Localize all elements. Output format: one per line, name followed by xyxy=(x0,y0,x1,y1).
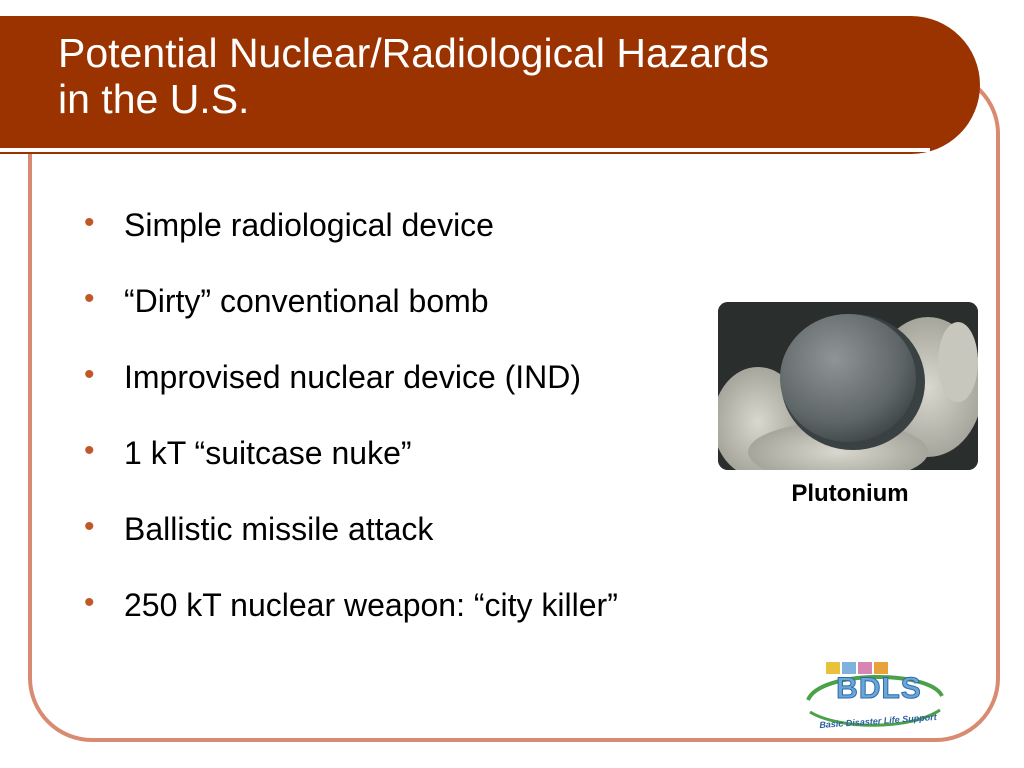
bullet-item xyxy=(84,425,724,501)
bullet-text: 1 kT “suitcase nuke” xyxy=(124,435,412,471)
bullet-item xyxy=(84,197,724,273)
bullet-item xyxy=(84,577,724,653)
logo-subtitle: Basic Disaster Life Support xyxy=(819,711,937,731)
plutonium-photo xyxy=(718,302,978,470)
bullet-icon: • xyxy=(84,358,95,391)
bullet-text: Simple radiological device xyxy=(124,207,494,243)
bullet-list xyxy=(84,197,724,653)
bullet-icon: • xyxy=(84,510,95,543)
bullet-item xyxy=(84,349,724,425)
bullet-item xyxy=(84,273,724,349)
bullet-text: Ballistic missile attack xyxy=(124,511,434,547)
bullet-icon: • xyxy=(84,206,95,239)
title-divider xyxy=(0,148,930,152)
bullet-icon: • xyxy=(84,586,95,619)
slide-title-line-1: Potential Nuclear/Radiological Hazards xyxy=(58,30,770,76)
bullet-item xyxy=(84,501,724,577)
plutonium-disc-image xyxy=(718,302,978,470)
bullet-icon: • xyxy=(84,282,95,315)
bullet-text: 250 kT nuclear weapon: “city killer” xyxy=(124,587,618,623)
bullet-text: Improvised nuclear device (IND) xyxy=(124,359,582,395)
logo-name: BDLS xyxy=(836,672,922,705)
slide-title-line-2: in the U.S. xyxy=(58,76,250,122)
slide-title xyxy=(58,30,918,122)
photo-caption: Plutonium xyxy=(791,480,909,507)
bullet-icon: • xyxy=(84,434,95,467)
bullet-text: “Dirty” conventional bomb xyxy=(124,283,489,319)
